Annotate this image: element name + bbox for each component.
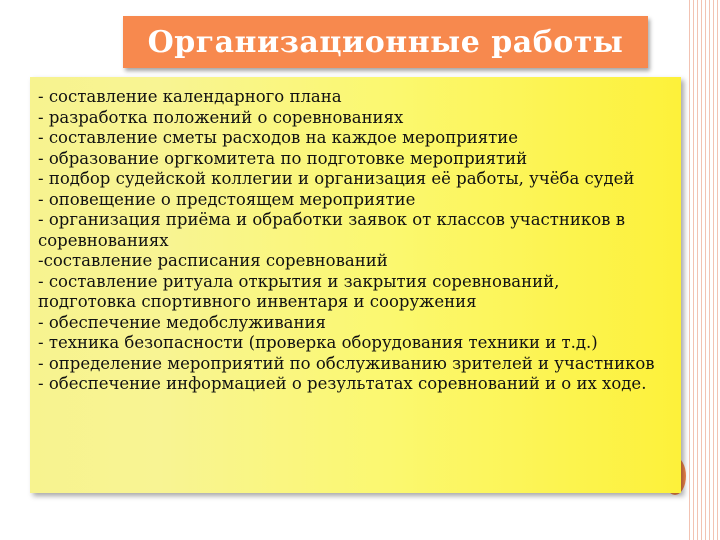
list-item: - определение мероприятий по обслуживанию зрителей и участников: [38, 353, 655, 373]
decorative-stripes: [686, 0, 720, 540]
list-item: - подбор судейской коллегии и организация её работы, учёба судей: [38, 169, 635, 188]
list-item: - составление сметы расходов на каждое мероприятие: [38, 128, 519, 147]
list-item: - составление ритуала открытия и закрытия соревнований, подготовка спортивного инвентаря и сооружения: [38, 271, 560, 311]
list-item: - разработка положений о соревнованиях: [38, 107, 404, 127]
list-item: -составление расписания соревнований: [38, 251, 388, 270]
slide-title: Организационные работы: [147, 24, 624, 60]
list-item: - составление календарного плана: [38, 87, 342, 106]
content-box: [30, 77, 681, 493]
list-item: - организация приёма и обработки заявок от классов участников в соревнованиях: [38, 210, 625, 250]
list-item: - оповещение о предстоящем мероприятие: [38, 189, 416, 209]
list-item: - обеспечение информацией о результатах соревнований и о их ходе.: [38, 374, 647, 393]
task-list: [38, 87, 657, 395]
title-banner: [123, 16, 648, 68]
list-item: - техника безопасности (проверка оборудования техники и т.д.): [38, 333, 598, 352]
list-item: - обеспечение медобслуживания: [38, 312, 326, 332]
list-item: - образование оргкомитета по подготовке мероприятий: [38, 148, 528, 168]
